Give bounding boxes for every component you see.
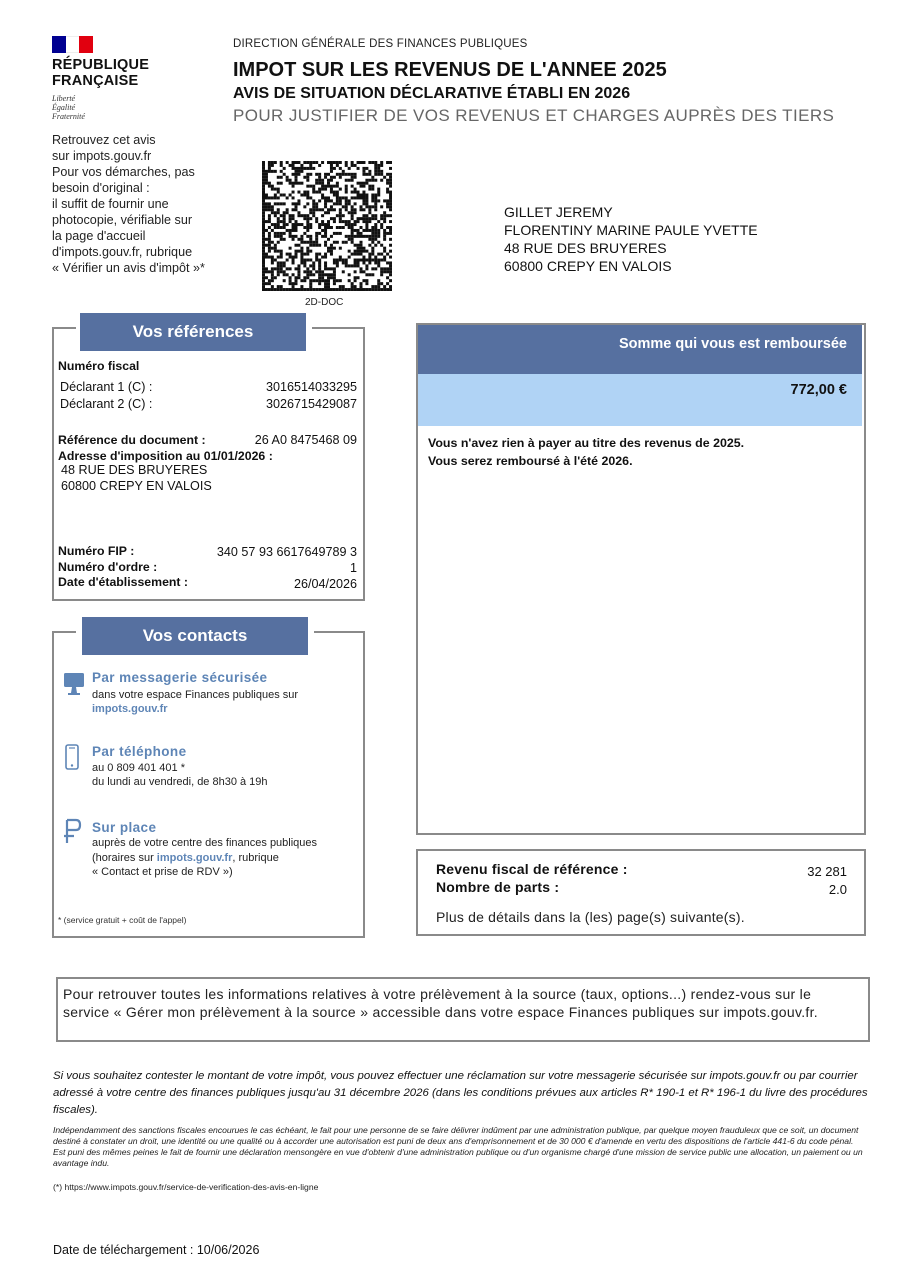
fip-label: Numéro FIP : (58, 544, 135, 558)
details-note: Plus de détails dans la (les) page(s) suivante(s). (436, 909, 745, 925)
building-icon (62, 818, 82, 844)
legal-text: Indépendamment des sanctions fiscales encourues le cas échéant, le fait pour une personne de se faire délivrer indûment par une administration publique, par quelque moyen frauduleux que ce soit, un document destiné à constater un droit, une identité ou une qualité ou à accorder une autorisation est puni de deux ans d'emprisonnement et de 30 000 € d'amende en vertu des dispositions de l'article 441-6 du code pénal. Est puni des mêmes peines le fait de fournir une déclaration mensongère en vue d'obtenir d'une administration publique ou d'un organisme chargé d'une mission de service public une allocation, un paiement ou un avantage indu. (53, 1125, 863, 1168)
adresse-imposition-label: Adresse d'imposition au 01/01/2026 : (58, 449, 273, 463)
adresse-line-1: 48 RUE DES BRUYERES (61, 463, 208, 477)
2d-doc-label: 2D-DOC (305, 297, 344, 308)
computer-icon (63, 672, 85, 696)
date-etablissement-value: 26/04/2026 (293, 577, 357, 591)
rfr-label: Revenu fiscal de référence : (436, 861, 628, 877)
refund-amount-band (418, 374, 862, 426)
messagerie-link[interactable]: impots.gouv.fr (92, 703, 168, 715)
rfr-value: 32 281 (807, 864, 847, 879)
document-purpose: POUR JUSTIFIER DE VOS REVENUS ET CHARGES AUPRÈS DES TIERS (233, 106, 835, 125)
prelevement-line-1: Pour retrouver toutes les informations relatives à votre prélèvement à la source (taux, options...) rendez-vous sur le (63, 986, 812, 1002)
document-title: IMPOT SUR LES REVENUS DE L'ANNEE 2025 (233, 59, 667, 81)
contestation-text: Si vous souhaitez contester le montant de votre impôt, vous pouvez effectuer une réclamation sur votre messagerie sécurisée sur impots.gouv.fr ou par courrier adressé à votre centre des finances publiques jusqu'au 31 décembre 2026 (dans les conditions prévues aux articles R* 190-1 et R* 196-1 du livre des procédures fiscales). (53, 1070, 868, 1116)
refund-message-2: Vous serez remboursé à l'été 2026. (428, 454, 633, 468)
messagerie-title: Par messagerie sécurisée (92, 670, 268, 685)
dgfip-header: DIRECTION GÉNÉRALE DES FINANCES PUBLIQUES (233, 38, 528, 50)
download-date: Date de téléchargement : 10/06/2026 (53, 1243, 260, 1257)
republique-francaise-logo: RÉPUBLIQUE FRANÇAISE (52, 57, 150, 89)
telephone-number[interactable]: au 0 809 401 401 * (92, 762, 185, 774)
prelevement-line-2: service « Gérer mon prélèvement à la source » accessible dans votre espace Finances publiques sur impots.gouv.fr. (63, 1004, 819, 1020)
telephone-title: Par téléphone (92, 744, 187, 759)
messagerie-text: dans votre espace Finances publiques sur (92, 689, 299, 701)
verification-url-footnote: (*) https://www.impots.gouv.fr/service-de-verification-des-avis-en-ligne (53, 1182, 319, 1192)
document-subtitle: AVIS DE SITUATION DÉCLARATIVE ÉTABLI EN 2026 (233, 85, 631, 102)
2d-doc-barcode (262, 161, 392, 291)
ordre-label: Numéro d'ordre : (58, 560, 158, 574)
surplace-link[interactable]: impots.gouv.fr (156, 852, 233, 864)
refund-header (418, 325, 862, 374)
telephone-hours: du lundi au vendredi, de 8h30 à 19h (92, 776, 268, 788)
ref-doc-value: 26 A0 8475468 09 (254, 433, 357, 447)
declarant2-label: Déclarant 2 (C) : (60, 397, 153, 411)
adresse-line-2: 60800 CREPY EN VALOIS (61, 479, 212, 493)
surplace-line-3: « Contact et prise de RDV ») (92, 866, 233, 878)
phone-icon (65, 744, 79, 770)
surplace-line-2: (horaires sur impots.gouv.fr, rubrique (92, 852, 279, 864)
contacts-note: * (service gratuit + coût de l'appel) (58, 915, 187, 925)
numero-fiscal-label: Numéro fiscal (58, 359, 140, 373)
parts-label: Nombre de parts : (436, 879, 560, 895)
declarant1-value: 3016514033295 (265, 380, 357, 394)
references-tab: Vos références (80, 313, 306, 351)
verification-notice: Retrouvez cet avis sur impots.gouv.fr Pour vos démarches, pas besoin d'original : il suffit de fournir une photocopie, vérifiable sur la page d'accueil d'impots.gouv.fr, rubrique « Vérifier un avis d'impôt »* (52, 133, 205, 275)
recipient-address: GILLET JEREMY FLORENTINY MARINE PAULE YVETTE 48 RUE DES BRUYERES 60800 CREPY EN VALOIS (504, 204, 758, 274)
parts-value: 2.0 (828, 882, 847, 897)
contacts-tab: Vos contacts (82, 617, 308, 655)
surplace-title: Sur place (92, 820, 157, 835)
devise: Liberté Égalité Fraternité (52, 94, 85, 121)
surplace-line-1: auprès de votre centre des finances publiques (92, 837, 318, 849)
fip-value: 340 57 93 6617649789 3 (216, 545, 357, 559)
ordre-value: 1 (349, 561, 357, 575)
refund-amount: 772,00 € (790, 382, 847, 398)
refund-message-1: Vous n'avez rien à payer au titre des revenus de 2025. (428, 436, 745, 450)
declarant2-value: 3026715429087 (265, 397, 357, 411)
date-etablissement-label: Date d'établissement : (58, 575, 189, 589)
declarant1-label: Déclarant 1 (C) : (60, 380, 153, 394)
refund-title: Somme qui vous est remboursée (618, 336, 847, 352)
french-flag-logo (52, 36, 93, 53)
ref-doc-label: Référence du document : (58, 433, 206, 447)
